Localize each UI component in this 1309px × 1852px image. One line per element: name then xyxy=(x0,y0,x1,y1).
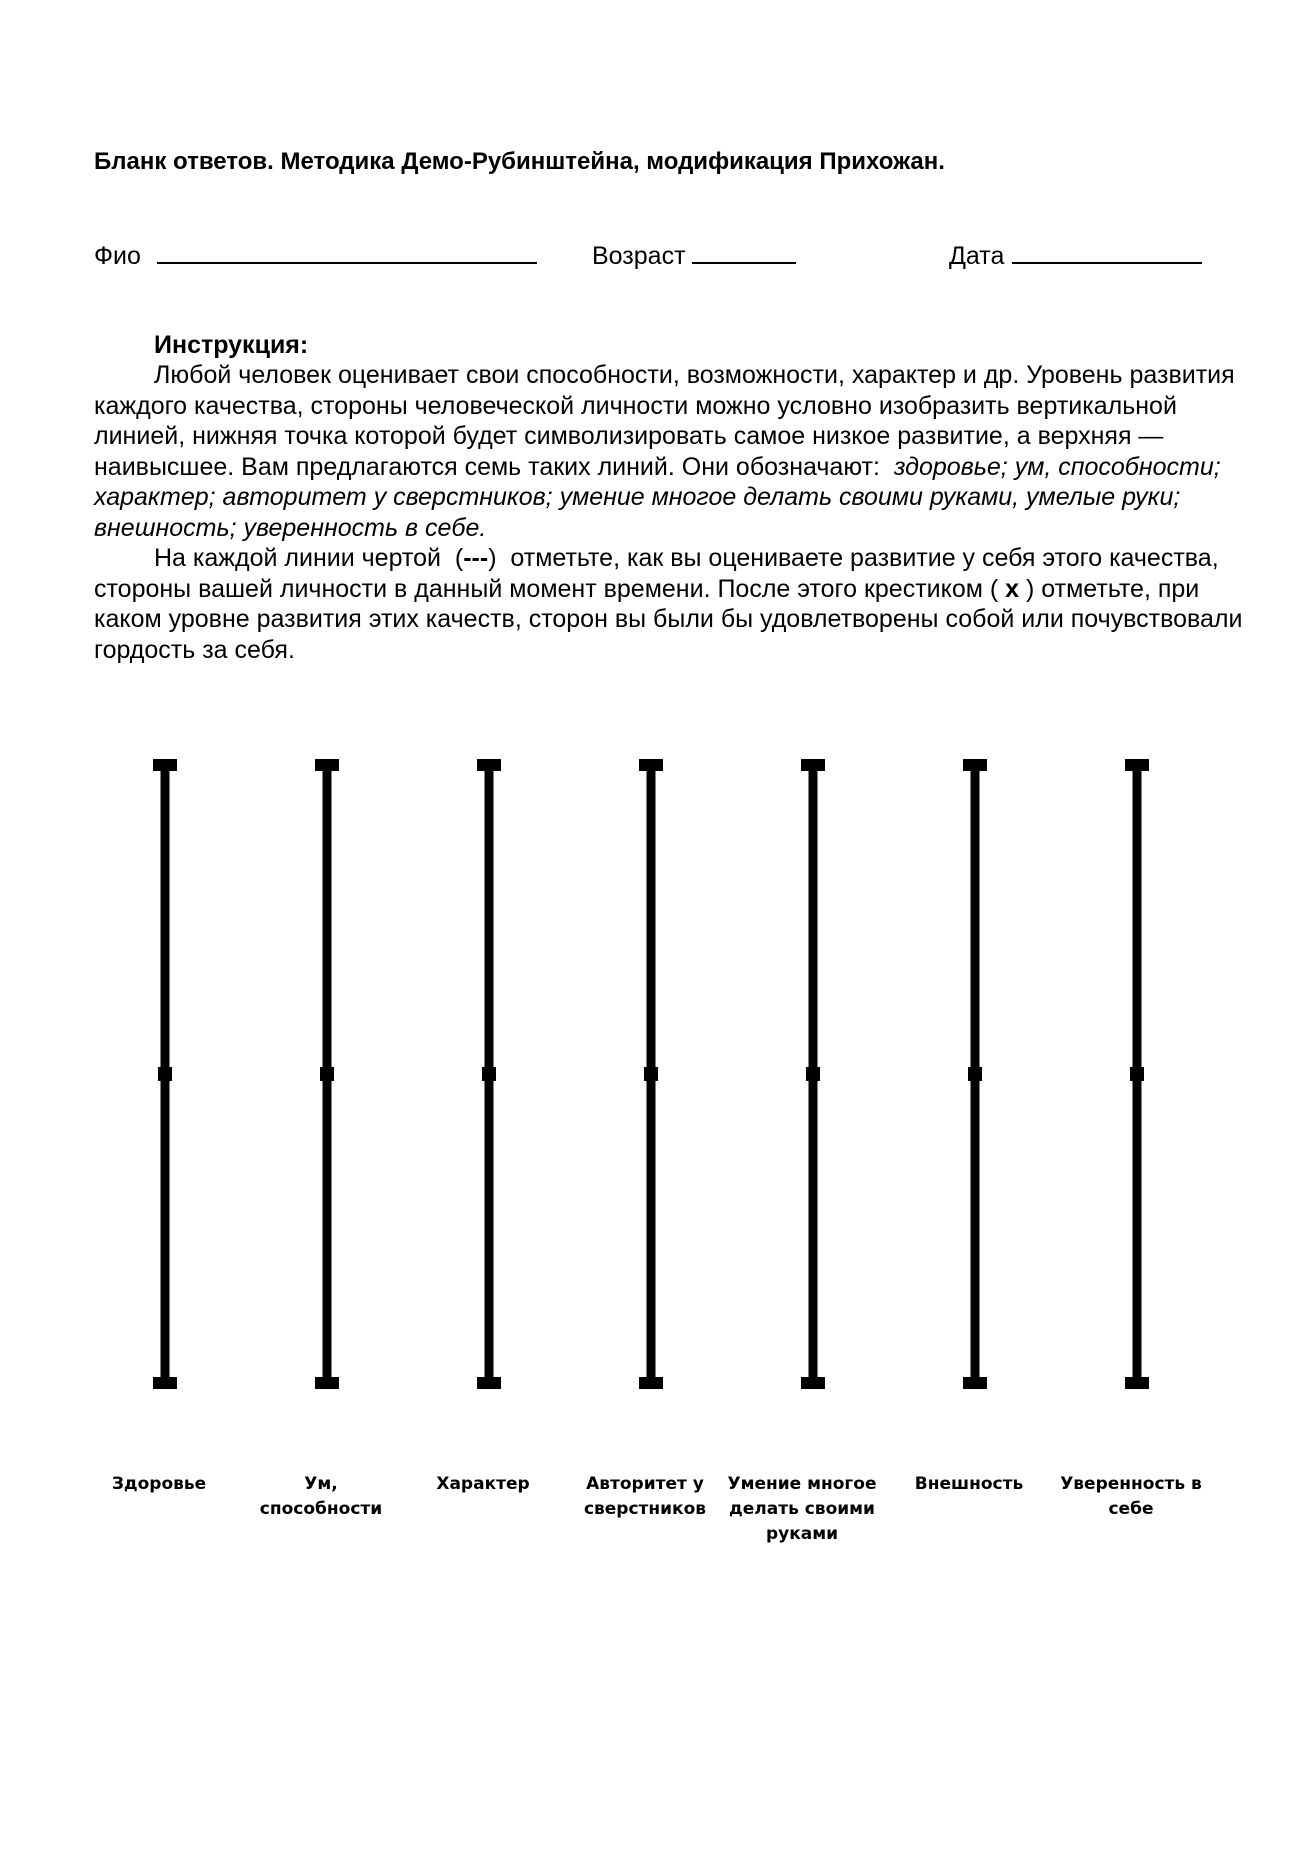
date-blank-line[interactable] xyxy=(1012,236,1202,264)
instruction-qualities-list: здоровье; ум, способности; характер; авторитет у сверстников; умение многое делать своими руками, умелые руки; внешность; уверенность в себе. xyxy=(94,452,1221,542)
scale-top-cap xyxy=(801,759,825,771)
name-blank-line[interactable] xyxy=(157,236,537,264)
rating-scales xyxy=(0,740,1309,1400)
scale-line-confidence[interactable] xyxy=(1125,759,1149,1389)
form-title: Бланк ответов. Методика Демо-Рубинштейна, модификация Прихожан. xyxy=(94,148,945,175)
instruction-p2-b: отметьте, как вы оцениваете развитие у себя этого качества, стороны вашей личности в данный момент времени. После этого крестиком ( xyxy=(94,544,1219,603)
scale-top-cap xyxy=(153,759,177,771)
date-field[interactable] xyxy=(949,236,1202,271)
scale-midpoint-mark xyxy=(482,1067,496,1081)
scale-top-cap xyxy=(963,759,987,771)
instruction-p2-c: ) отметьте, при каком уровне развития этих качеств, сторон вы были бы удовлетворены собой или почувствовали гордость за себя. xyxy=(94,574,1243,664)
scale-label-mind: Ум, способности xyxy=(259,1474,383,1519)
name-field[interactable] xyxy=(94,236,537,271)
instruction-heading: Инструкция: xyxy=(154,331,309,359)
scale-midpoint-mark xyxy=(320,1067,334,1081)
instruction-p1-text: Любой человек оценивает свои способности, возможности, характер и др. Уровень развития каждого качества, стороны человеческой личности можно условно изобразить вертикальной линией, нижняя точка которой будет символизировать самое низкое развитие, а верхняя — наивысшее. Вам предлагаются семь таких линий. Они обозначают: xyxy=(94,361,1235,481)
scale-label-authority: Авторитет у сверстников xyxy=(583,1474,707,1519)
instruction-p2-a: На каждой линии чертой xyxy=(154,544,441,572)
rating-scales-svg xyxy=(0,740,1309,1400)
instruction-paragraph-1 xyxy=(94,360,1244,543)
scale-bottom-cap xyxy=(153,1377,177,1389)
date-label: Дата xyxy=(949,242,1005,270)
scale-midpoint-mark xyxy=(806,1067,820,1081)
dash-mark-symbol: --- xyxy=(463,544,489,572)
scale-top-cap xyxy=(477,759,501,771)
scale-line-authority[interactable] xyxy=(639,759,663,1389)
scale-bottom-cap xyxy=(315,1377,339,1389)
scale-midpoint-mark xyxy=(1130,1067,1144,1081)
scale-midpoint-mark xyxy=(158,1067,172,1081)
scale-label-skills: Умение многое делать своими руками xyxy=(727,1474,877,1544)
scale-label-health: Здоровье xyxy=(111,1474,207,1494)
scale-bottom-cap xyxy=(801,1377,825,1389)
instruction-paragraph-2: На каждой линии чертой (---) отметьте, как вы оцениваете развитие у себя этого качества, стороны вашей личности в данный момент времени. После этого крестиком ( x ) отметьте, при каком уровне развития этих качеств, сторон вы были бы удовлетворены собой или почувствовали гордость за себя. xyxy=(94,544,1243,664)
age-blank-line[interactable] xyxy=(692,236,796,264)
name-label: Фио xyxy=(94,242,141,270)
scale-midpoint-mark xyxy=(968,1067,982,1081)
age-label: Возраст xyxy=(592,242,686,270)
scale-label-confidence: Уверенность в себе xyxy=(1060,1474,1202,1519)
scale-bottom-cap xyxy=(639,1377,663,1389)
scale-bottom-cap xyxy=(477,1377,501,1389)
cross-mark-symbol: x xyxy=(1005,574,1020,603)
scale-midpoint-mark xyxy=(644,1067,658,1081)
scale-label-character: Характер xyxy=(436,1474,530,1494)
scale-label-appearance: Внешность xyxy=(914,1474,1024,1494)
scale-line-skills[interactable] xyxy=(801,759,825,1389)
scale-line-mind[interactable] xyxy=(315,759,339,1389)
instruction-block xyxy=(94,330,1244,665)
scale-top-cap xyxy=(1125,759,1149,771)
scale-labels xyxy=(0,1472,1309,1612)
scale-line-appearance[interactable] xyxy=(963,759,987,1389)
scale-top-cap xyxy=(639,759,663,771)
scale-bottom-cap xyxy=(1125,1377,1149,1389)
age-field[interactable] xyxy=(592,236,796,271)
scale-top-cap xyxy=(315,759,339,771)
personal-info-fields xyxy=(94,236,1214,276)
scale-line-health[interactable] xyxy=(153,759,177,1389)
scale-line-character[interactable] xyxy=(477,759,501,1389)
scale-bottom-cap xyxy=(963,1377,987,1389)
